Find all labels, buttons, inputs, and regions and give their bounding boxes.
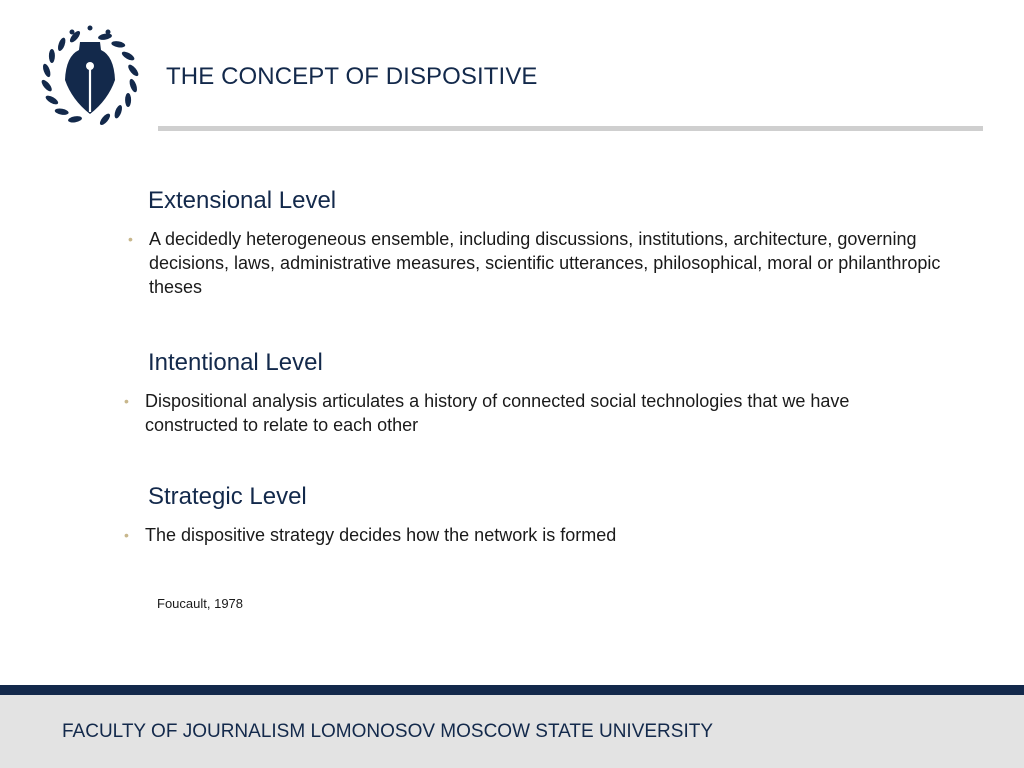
footer <box>0 695 1024 768</box>
footer-text: FACULTY OF JOURNALISM LOMONOSOV MOSCOW STATE UNIVERSITY <box>62 721 714 742</box>
bullet-icon: • <box>124 393 129 409</box>
citation: Foucault, 1978 <box>157 596 244 611</box>
footer-divider <box>0 685 1024 695</box>
bullet-text-strategic: The dispositive strategy decides how the network is formed <box>145 525 617 545</box>
bullet-icon: • <box>124 527 129 543</box>
page-title: THE CONCEPT OF DISPOSITIVE <box>166 63 538 90</box>
fountain-pen-nib-laurel-wreath-icon <box>34 22 146 132</box>
section-heading-strategic: Strategic Level <box>148 483 307 510</box>
section-heading-intentional: Intentional Level <box>148 349 323 376</box>
title-divider <box>158 126 983 131</box>
university-logo <box>34 22 146 132</box>
bullet-text-extensional: A decidedly heterogeneous ensemble, including discussions, institutions, architecture, governing decisions, laws, administrative measures, scientific utterances, philosophical, moral or philanthropic theses <box>149 229 941 297</box>
bullet-text-intentional: Dispositional analysis articulates a history of connected social technologies that we have constructed to relate to each other <box>145 391 850 435</box>
bullet-icon: • <box>128 231 133 247</box>
section-heading-extensional: Extensional Level <box>148 187 337 214</box>
